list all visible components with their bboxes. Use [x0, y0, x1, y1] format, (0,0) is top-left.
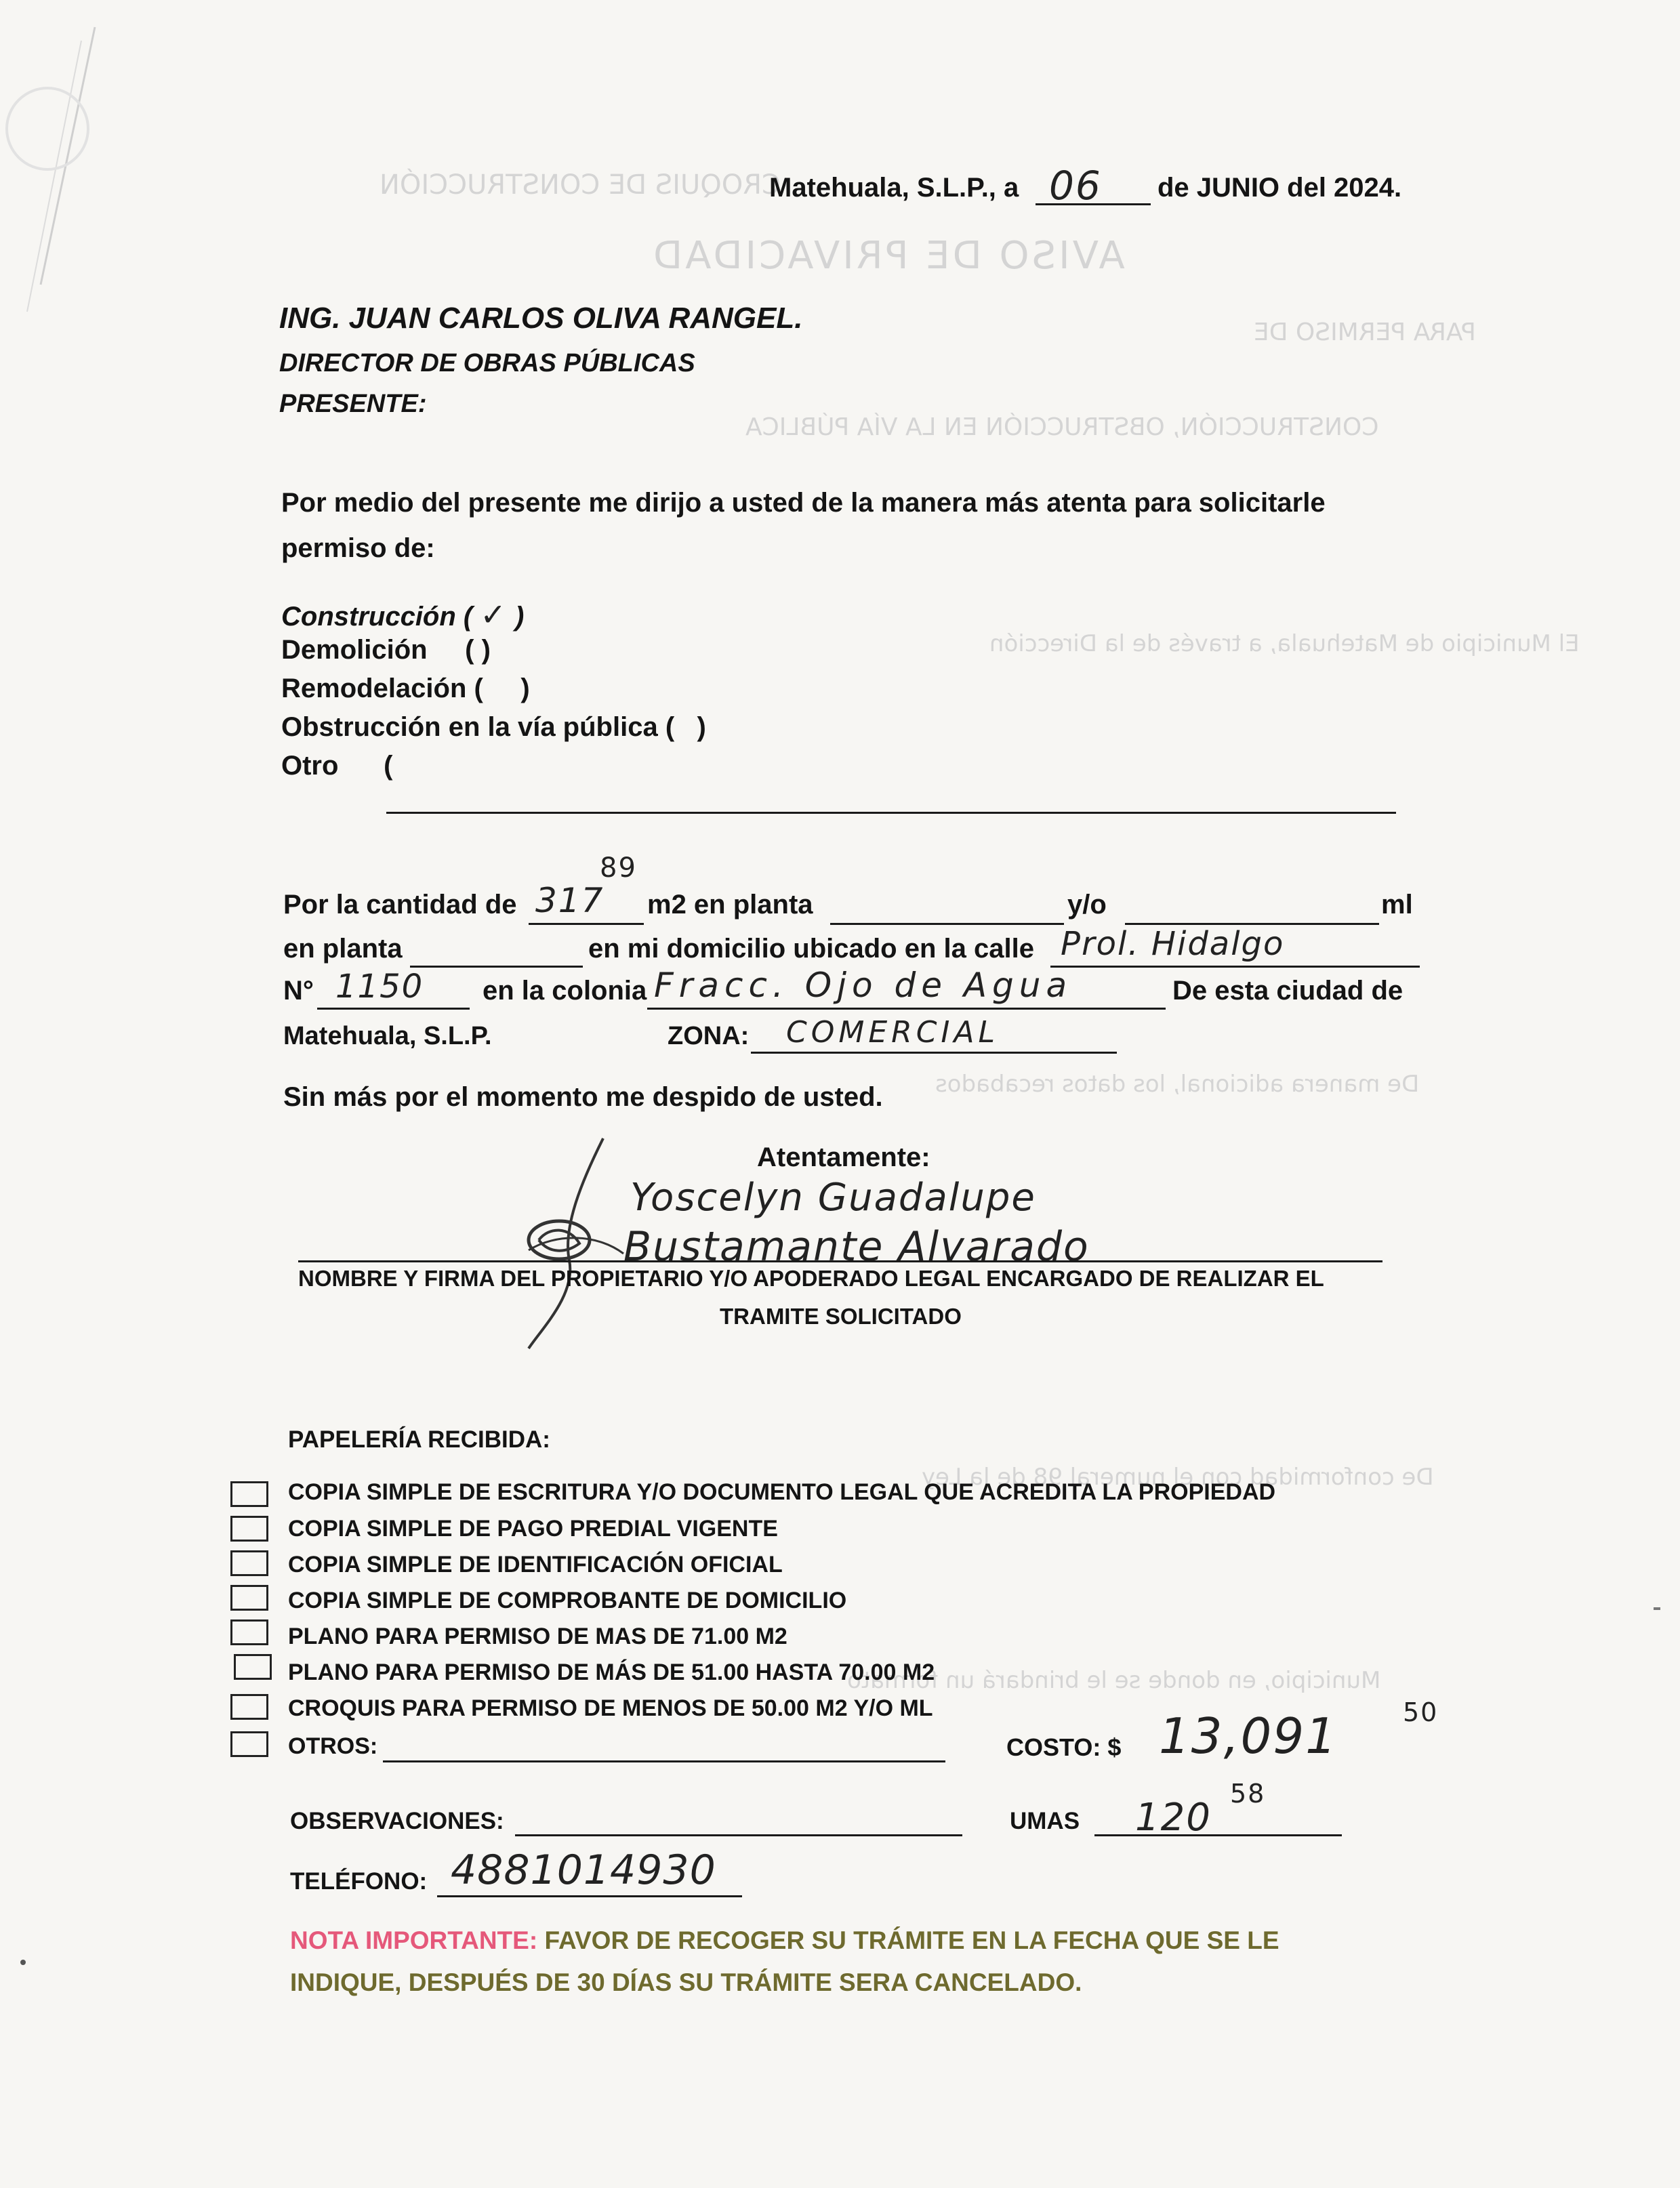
observaciones-label: OBSERVACIONES:: [290, 1808, 504, 1834]
colonia-value: Fracc. Ojo de Agua: [654, 966, 1073, 1005]
signature-scribble-icon: [501, 1125, 651, 1355]
permit-otro: [281, 751, 392, 781]
umas-decimals: 58: [1230, 1779, 1266, 1809]
permit-demolicion: [281, 635, 491, 665]
costo-label: COSTO: $: [1006, 1733, 1122, 1761]
permit-construccion-close: ): [515, 602, 525, 632]
permit-otro-label: Otro: [281, 751, 339, 781]
permit-demolicion-close: ( ): [465, 635, 491, 665]
date-city: Matehuala, S.L.P., a: [769, 173, 1019, 203]
papeleria-item-identificacion: COPIA SIMPLE DE IDENTIFICACIÓN OFICIAL: [288, 1552, 783, 1577]
papeleria-checkbox-predial[interactable]: [230, 1516, 268, 1542]
atentamente-label: Atentamente:: [757, 1142, 930, 1172]
date-day: 06: [1049, 163, 1102, 209]
addressee-presente: PRESENTE:: [279, 390, 427, 418]
papeleria-checkbox-plano-51[interactable]: [234, 1654, 272, 1680]
permit-demolicion-label: Demolición: [281, 635, 428, 665]
addressee-name: ING. JUAN CARLOS OLIVA RANGEL.: [279, 302, 803, 335]
en-planta-label: en planta: [283, 934, 403, 964]
en-planta-underline: [410, 966, 583, 968]
zona-label: ZONA:: [668, 1022, 750, 1050]
ciudad-label: De esta ciudad de: [1172, 976, 1404, 1006]
permit-construccion-label: Construcción (: [281, 602, 473, 632]
intro-line2: permiso de:: [281, 533, 435, 563]
papeleria-item-plano-71: PLANO PARA PERMISO DE MAS DE 71.00 M2: [288, 1624, 787, 1649]
permit-obstruccion-close: ): [697, 712, 706, 742]
papeleria-item-predial: COPIA SIMPLE DE PAGO PREDIAL VIGENTE: [288, 1516, 778, 1542]
number-underline: [317, 1008, 470, 1010]
bleed-through-text: PARA PERMISO DE: [1254, 318, 1476, 346]
bleed-through-text: CROQUIS DE CONSTRUCCIÓN: [380, 169, 781, 201]
otros-label: OTROS:: [288, 1733, 378, 1759]
papeleria-item-croquis: CROQUIS PARA PERMISO DE MENOS DE 50.00 M2 Y/O ML: [288, 1695, 933, 1721]
scan-speck: [20, 1960, 26, 1965]
costo-value: 13,091: [1159, 1708, 1338, 1764]
permit-obstruccion-label: Obstrucción en la vía pública (: [281, 712, 675, 742]
papeleria-item-escritura: COPIA SIMPLE DE ESCRITURA Y/O DOCUMENTO LEGAL QUE ACREDITA LA PROPIEDAD: [288, 1479, 1276, 1505]
qty-decimals: 89: [600, 852, 637, 884]
street-underline: [1050, 966, 1420, 968]
qty-label: Por la cantidad de: [283, 890, 517, 920]
telefono-value: 4881014930: [451, 1846, 716, 1894]
permit-remodelacion: [281, 674, 530, 704]
closing-text: Sin más por el momento me despido de usted.: [283, 1082, 883, 1112]
bleed-through-text: CONSTRUCCIÓN, OBSTRUCCIÓN EN LA VÍA PÚBLICA: [745, 413, 1379, 441]
permit-construccion: [281, 596, 524, 633]
bleed-through-text: El Municipio de Matehuala, a través de la Dirección: [989, 630, 1580, 657]
otros-underline: [383, 1760, 945, 1762]
signature-caption-line1: NOMBRE Y FIRMA DEL PROPIETARIO Y/O APODERADO LEGAL ENCARGADO DE REALIZAR EL: [298, 1266, 1324, 1291]
qty-value: 317: [535, 881, 605, 920]
note-label: NOTA IMPORTANTE:: [290, 1926, 538, 1954]
permit-obstruccion: [281, 712, 706, 743]
bleed-through-text: De conformidad con el numeral 98 de la Ley: [922, 1464, 1434, 1491]
colonia-label: en la colonia: [483, 976, 647, 1006]
bleed-through-text: Municipio, en donde se le brindará un formato: [847, 1667, 1381, 1694]
bleed-through-text: AVISO DE PRIVACIDAD: [651, 234, 1125, 278]
addressee-role: DIRECTOR DE OBRAS PÚBLICAS: [279, 349, 695, 377]
scan-speck: [1654, 1607, 1660, 1610]
zona-value: COMERCIAL: [786, 1015, 1000, 1050]
zona-underline: [751, 1052, 1117, 1054]
umas-underline: [1094, 1834, 1342, 1836]
number-value: 1150: [335, 968, 424, 1006]
note-line1: [290, 1926, 1279, 1955]
m2-underline: [830, 923, 1064, 925]
umas-label: UMAS: [1010, 1808, 1080, 1834]
date-rest: de JUNIO del 2024.: [1157, 173, 1402, 203]
permit-otro-close: (: [384, 751, 393, 781]
papeleria-checkbox-identificacion[interactable]: [230, 1550, 268, 1576]
street-value: Prol. Hidalgo: [1061, 925, 1285, 963]
observaciones-underline: [515, 1834, 962, 1836]
umas-value: 120: [1135, 1796, 1212, 1840]
domicilio-label: en mi domicilio ubicado en la calle: [588, 934, 1034, 964]
telefono-label: TELÉFONO:: [290, 1868, 428, 1895]
ml-label: ml: [1381, 890, 1413, 920]
yo-label: y/o: [1067, 890, 1107, 920]
papeleria-checkbox-domicilio[interactable]: [230, 1585, 268, 1611]
scan-edge-marks: [0, 0, 203, 352]
costo-cents: 50: [1403, 1697, 1439, 1727]
city-label: Matehuala, S.L.P.: [283, 1022, 492, 1050]
papeleria-checkbox-croquis[interactable]: [230, 1694, 268, 1720]
m2-label: m2 en planta: [647, 890, 813, 920]
check-mark-icon: ✓: [480, 596, 508, 633]
signer-name-line2: Bustamante Alvarado: [623, 1223, 1090, 1271]
note-text-line2: INDIQUE, DESPUÉS DE 30 DÍAS SU TRÁMITE SERA CANCELADO.: [290, 1968, 1082, 1996]
no-label: N°: [283, 976, 314, 1006]
telefono-underline: [437, 1895, 742, 1897]
permit-remodelacion-close: ): [520, 674, 530, 703]
intro-line1: Por medio del presente me dirijo a usted de la manera más atenta para solicitarle: [281, 488, 1326, 518]
papeleria-checkbox-escritura[interactable]: [230, 1481, 268, 1507]
signer-name-line1: Yoscelyn Guadalupe: [630, 1176, 1036, 1220]
note-text-line1: FAVOR DE RECOGER SU TRÁMITE EN LA FECHA QUE SE LE: [544, 1926, 1279, 1954]
papeleria-checkbox-otros[interactable]: [230, 1731, 268, 1757]
bleed-through-text: De manera adicional, los datos recabados: [935, 1071, 1420, 1098]
signature-underline: [298, 1260, 1382, 1262]
qty-underline: [529, 923, 644, 925]
permit-remodelacion-label: Remodelación (: [281, 674, 483, 703]
permit-otro-underline: [386, 812, 1396, 814]
papeleria-checkbox-plano-71[interactable]: [230, 1619, 268, 1645]
papeleria-item-domicilio: COPIA SIMPLE DE COMPROBANTE DE DOMICILIO: [288, 1588, 847, 1613]
colonia-underline: [647, 1008, 1166, 1010]
signature-caption-line2: TRAMITE SOLICITADO: [720, 1304, 962, 1329]
papeleria-item-plano-51: PLANO PARA PERMISO DE MÁS DE 51.00 HASTA 70.00 M2: [288, 1659, 935, 1685]
papeleria-title: PAPELERÍA RECIBIDA:: [288, 1426, 550, 1453]
